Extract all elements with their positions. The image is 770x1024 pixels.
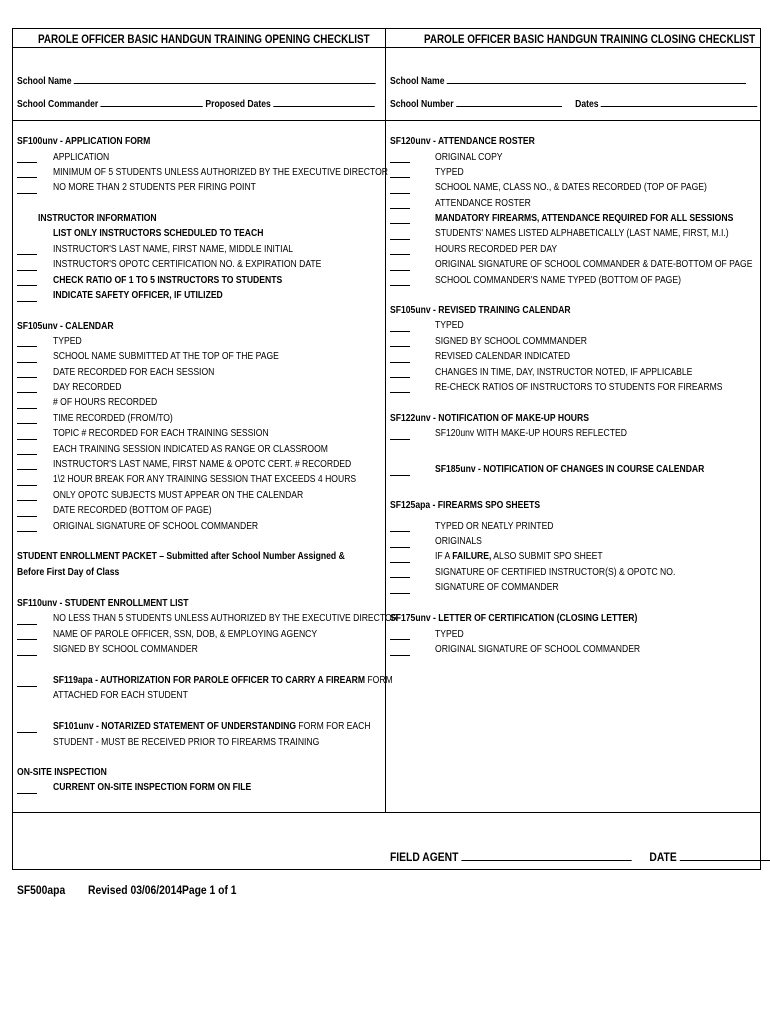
checklist-item: INSTRUCTOR'S LAST NAME, FIRST NAME & OPOTC CERT. # RECORDED [53, 459, 352, 470]
checkbox-line[interactable] [17, 793, 37, 794]
checklist-item: NO LESS THAN 5 STUDENTS UNLESS AUTHORIZED BY THE EXECUTIVE DIRECTOR [53, 613, 398, 624]
checkbox-line[interactable] [390, 177, 410, 178]
checklist-item: ORIGINAL COPY [435, 152, 503, 163]
checkbox-line[interactable] [390, 362, 410, 363]
checkbox-line[interactable] [390, 562, 410, 563]
failure-item: IF A FAILURE, ALSO SUBMIT SPO SHEET [435, 551, 603, 562]
checklist-item: TYPED [53, 336, 82, 347]
sf175-title: SF175unv - LETTER OF CERTIFICATION (CLOSING LETTER) [390, 613, 638, 624]
checkbox-line[interactable] [390, 223, 410, 224]
sf101-item: SF101unv - NOTARIZED STATEMENT OF UNDERSTANDING FORM FOR EACH [53, 721, 371, 732]
checklist-item: INSTRUCTOR'S LAST NAME, FIRST NAME, MIDDLE INITIAL [53, 244, 294, 255]
checkbox-line[interactable] [17, 624, 37, 625]
checklist-item: 1\2 HOUR BREAK FOR ANY TRAINING SESSION THAT EXCEEDS 4 HOURS [53, 474, 357, 485]
sf105-calendar-title: SF105unv - CALENDAR [17, 321, 114, 332]
checkbox-line[interactable] [17, 423, 37, 424]
school-name-field-closing[interactable]: School Name [390, 74, 746, 88]
checkbox-line[interactable] [390, 547, 410, 548]
checkbox-line[interactable] [390, 162, 410, 163]
checkbox-line[interactable] [390, 475, 410, 476]
checkbox-line[interactable] [17, 732, 37, 733]
checkbox-line[interactable] [390, 577, 410, 578]
checklist-item: CHECK RATIO OF 1 TO 5 INSTRUCTORS TO STUDENTS [53, 275, 283, 286]
checkbox-line[interactable] [17, 377, 37, 378]
checklist-item: STUDENTS' NAMES LISTED ALPHABETICALLY (LAST NAME, FIRST, M.I.) [435, 228, 729, 239]
checkbox-line[interactable] [390, 593, 410, 594]
checklist-item: REVISED CALENDAR INDICATED [435, 351, 571, 362]
bottom-divider [12, 812, 761, 813]
checklist-item: DATE RECORDED FOR EACH SESSION [53, 367, 215, 378]
checklist-item: TIME RECORDED (FROM/TO) [53, 413, 173, 424]
checkbox-line[interactable] [17, 162, 37, 163]
sf185-item: SF185unv - NOTIFICATION OF CHANGES IN COURSE CALENDAR [435, 464, 705, 475]
checklist-item: SIGNED BY SCHOOL COMMMANDER [435, 336, 587, 347]
checklist-item: # OF HOURS RECORDED [53, 397, 158, 408]
instructor-info-title: INSTRUCTOR INFORMATION [38, 213, 157, 224]
checklist-item: SIGNATURE OF COMMANDER [435, 582, 559, 593]
checklist-item: MANDATORY FIREARMS, ATTENDANCE REQUIRED FOR ALL SESSIONS [435, 213, 734, 224]
school-commander-field[interactable]: School Commander Proposed Dates [17, 97, 375, 111]
sf122-title: SF122unv - NOTIFICATION OF MAKE-UP HOURS [390, 413, 589, 424]
enrollment-packet-title: STUDENT ENROLLMENT PACKET – Submitted after School Number Assigned & [17, 551, 345, 562]
checklist-item: CURRENT ON-SITE INSPECTION FORM ON FILE [53, 782, 252, 793]
checklist-item: ORIGINAL SIGNATURE OF SCHOOL COMMANDER [53, 521, 259, 532]
checklist-item: EACH TRAINING SESSION INDICATED AS RANGE OR CLASSROOM [53, 444, 328, 455]
checkbox-line[interactable] [390, 285, 410, 286]
checklist-item: INSTRUCTOR'S OPOTC CERTIFICATION NO. & EXPIRATION DATE [53, 259, 322, 270]
checkbox-line[interactable] [17, 531, 37, 532]
sf110-title: SF110unv - STUDENT ENROLLMENT LIST [17, 598, 189, 609]
sf119-item-cont: ATTACHED FOR EACH STUDENT [53, 690, 188, 701]
checkbox-line[interactable] [390, 254, 410, 255]
page-number: Page 1 of 1 [182, 883, 237, 897]
instructor-info-subtitle: LIST ONLY INSTRUCTORS SCHEDULED TO TEACH [53, 228, 264, 239]
checklist-item: NO MORE THAN 2 STUDENTS PER FIRING POINT [53, 182, 256, 193]
checklist-item: ONLY OPOTC SUBJECTS MUST APPEAR ON THE CALENDAR [53, 490, 304, 501]
checkbox-line[interactable] [17, 362, 37, 363]
checkbox-line[interactable] [17, 193, 37, 194]
sf120-title: SF120unv - ATTENDANCE ROSTER [390, 136, 535, 147]
checklist-item: HOURS RECORDED PER DAY [435, 244, 558, 255]
info-divider [12, 120, 761, 121]
checklist-item: APPLICATION [53, 152, 110, 163]
checklist-item: TOPIC # RECORDED FOR EACH TRAINING SESSION [53, 428, 269, 439]
checkbox-line[interactable] [17, 254, 37, 255]
checkbox-line[interactable] [390, 377, 410, 378]
checklist-item: DAY RECORDED [53, 382, 122, 393]
checkbox-line[interactable] [390, 193, 410, 194]
checkbox-line[interactable] [17, 346, 37, 347]
checkbox-line[interactable] [17, 408, 37, 409]
checkbox-line[interactable] [390, 439, 410, 440]
checklist-item: MINIMUM OF 5 STUDENTS UNLESS AUTHORIZED BY THE EXECUTIVE DIRECTOR [53, 167, 388, 178]
form-id: SF500apa [17, 883, 66, 897]
revision-date: Revised 03/06/2014 [88, 883, 183, 897]
opening-checklist-title: PAROLE OFFICER BASIC HANDGUN TRAINING OPENING CHECKLIST [38, 34, 370, 46]
checklist-item: CHANGES IN TIME, DAY, INSTRUCTOR NOTED, IF APPLICABLE [435, 367, 693, 378]
checklist-item: SCHOOL NAME, CLASS NO., & DATES RECORDED (TOP OF PAGE) [435, 182, 707, 193]
checkbox-line[interactable] [17, 270, 37, 271]
checklist-item: SIGNED BY SCHOOL COMMANDER [53, 644, 198, 655]
field-agent-field[interactable]: FIELD AGENT DATE [390, 849, 770, 864]
checklist-item: RE-CHECK RATIOS OF INSTRUCTORS TO STUDENTS FOR FIREARMS [435, 382, 723, 393]
closing-checklist-title: PAROLE OFFICER BASIC HANDGUN TRAINING CLOSING CHECKLIST [424, 34, 756, 46]
checklist-item: TYPED [435, 320, 464, 331]
checkbox-line[interactable] [390, 655, 410, 656]
checkbox-line[interactable] [390, 331, 410, 332]
header-divider [12, 47, 761, 48]
checkbox-line[interactable] [390, 531, 410, 532]
sf119-item: SF119apa - AUTHORIZATION FOR PAROLE OFFICER TO CARRY A FIREARM FORM [53, 675, 393, 686]
checkbox-line[interactable] [390, 392, 410, 393]
checklist-item: ORIGINALS [435, 536, 482, 547]
checklist-item: TYPED [435, 629, 464, 640]
onsite-inspection-title: ON-SITE INSPECTION [17, 767, 107, 778]
checklist-item: INDICATE SAFETY OFFICER, IF UTILIZED [53, 290, 223, 301]
checkbox-line[interactable] [17, 392, 37, 393]
checklist-item: SCHOOL COMMANDER'S NAME TYPED (BOTTOM OF PAGE) [435, 275, 681, 286]
checkbox-line[interactable] [390, 270, 410, 271]
checklist-item: NAME OF PAROLE OFFICER, SSN, DOB, & EMPLOYING AGENCY [53, 629, 318, 640]
checklist-item: SCHOOL NAME SUBMITTED AT THE TOP OF THE PAGE [53, 351, 279, 362]
checkbox-line[interactable] [17, 686, 37, 687]
checkbox-line[interactable] [17, 639, 37, 640]
sf125-title: SF125apa - FIREARMS SPO SHEETS [390, 500, 541, 511]
checklist-item: ORIGINAL SIGNATURE OF SCHOOL COMMANDER & DATE-BOTTOM OF PAGE [435, 259, 753, 270]
checkbox-line[interactable] [17, 516, 37, 517]
checklist-item: TYPED [435, 167, 464, 178]
checklist-item: TYPED OR NEATLY PRINTED [435, 521, 554, 532]
checkbox-line[interactable] [17, 439, 37, 440]
school-name-field[interactable]: School Name [17, 74, 376, 88]
checkbox-line[interactable] [17, 469, 37, 470]
checklist-item: ORIGINAL SIGNATURE OF SCHOOL COMMANDER [435, 644, 641, 655]
checkbox-line[interactable] [17, 655, 37, 656]
checkbox-line[interactable] [390, 208, 410, 209]
checkbox-line[interactable] [17, 485, 37, 486]
enrollment-packet-subtitle: Before First Day of Class [17, 567, 120, 578]
sf100-title: SF100unv - APPLICATION FORM [17, 136, 151, 147]
checkbox-line[interactable] [390, 639, 410, 640]
sf105-revised-title: SF105unv - REVISED TRAINING CALENDAR [390, 305, 571, 316]
checklist-item: DATE RECORDED (BOTTOM OF PAGE) [53, 505, 212, 516]
checkbox-line[interactable] [17, 177, 37, 178]
checkbox-line[interactable] [17, 301, 37, 302]
checklist-item: SF120unv WITH MAKE-UP HOURS REFLECTED [435, 428, 627, 439]
checkbox-line[interactable] [17, 285, 37, 286]
column-divider [385, 28, 386, 813]
checklist-item: SIGNATURE OF CERTIFIED INSTRUCTOR(S) & OPOTC NO. [435, 567, 676, 578]
checkbox-line[interactable] [390, 239, 410, 240]
checklist-item: ATTENDANCE ROSTER [435, 198, 531, 209]
school-number-field[interactable]: School Number Dates [390, 97, 757, 111]
checkbox-line[interactable] [390, 346, 410, 347]
sf101-item-cont: STUDENT - MUST BE RECEIVED PRIOR TO FIREARMS TRAINING [53, 737, 320, 748]
checkbox-line[interactable] [17, 500, 37, 501]
checkbox-line[interactable] [17, 454, 37, 455]
